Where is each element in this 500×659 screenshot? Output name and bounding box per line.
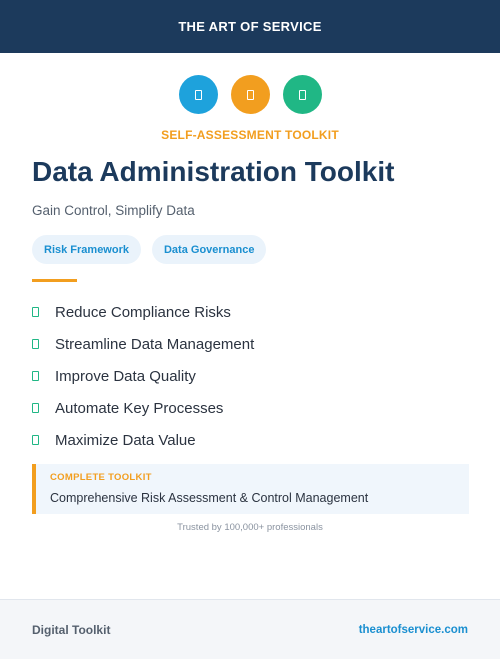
toolkit-callout: [32, 464, 469, 514]
orange-document-icon: [231, 75, 270, 114]
callout-label: COMPLETE TOOLKIT: [50, 472, 152, 483]
list-item: Streamline Data Management: [32, 328, 254, 360]
brand-name: THE ART OF SERVICE: [178, 19, 322, 34]
tag-risk-framework: Risk Framework: [32, 235, 141, 264]
footer-label: Digital Toolkit: [32, 622, 111, 637]
website-link[interactable]: theartofservice.com: [358, 623, 468, 636]
page-subtitle: Gain Control, Simplify Data: [32, 203, 195, 218]
check-icon: [32, 403, 39, 413]
check-icon: [32, 435, 39, 445]
accent-divider: [32, 279, 77, 282]
kicker-label: SELF-ASSESSMENT TOOLKIT: [161, 128, 339, 142]
check-icon: [32, 339, 39, 349]
check-icon: [32, 371, 39, 381]
trust-note: Trusted by 100,000+ professionals: [177, 522, 323, 533]
header-bar: [0, 0, 500, 53]
feature-list: [32, 296, 254, 456]
tag-data-governance: Data Governance: [152, 235, 266, 264]
blue-document-icon: [179, 75, 218, 114]
page-title: Data Administration Toolkit: [32, 156, 395, 187]
green-document-icon: [283, 75, 322, 114]
list-item: Maximize Data Value: [32, 424, 254, 456]
callout-text: Comprehensive Risk Assessment & Control Management: [50, 491, 369, 505]
footer-bar: [0, 599, 500, 659]
check-icon: [32, 307, 39, 317]
list-item: Reduce Compliance Risks: [32, 296, 254, 328]
tag-list: [32, 235, 266, 264]
list-item: Automate Key Processes: [32, 392, 254, 424]
icon-row: [0, 75, 500, 114]
list-item: Improve Data Quality: [32, 360, 254, 392]
